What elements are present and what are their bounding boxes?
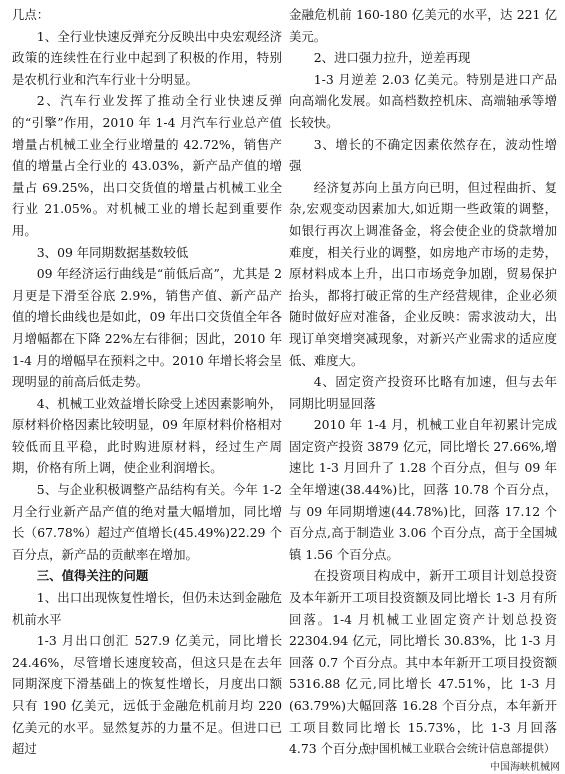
paragraph-investment-body: 2010 年 1-4 月，机械工业自年初累计完成固定资产投资 3879 亿元，同比增长 27.66%,增速比 1-3 月回升了 1.28 个百分点，但与 09 年全年增速(38.44%)比，回落 10.78 个百分点，与 09 年同期增速(44.78%)比，回落 17.12 个百分点,高于制造业 3.06 个百分点，高于全国城镇 1.56 个百分点。 [289,417,558,562]
paragraph-point-4: 4、机械工业效益增长除受上述因素影响外，原材料价格因素比较明显，09 年原材料价格相对较低而且平稳，此时购进原材料，经过生产周期，价格有所上调，使企业利润增长。 [12,395,282,476]
subheading-uncertainty: 3、增长的不确定因素依然存在，波动性增强 [289,136,557,174]
subheading-import: 2、进口强力拉升，逆差再现 [313,50,471,66]
right-column [289,4,557,760]
subheading-export: 1、出口出现恢复性增长，但仍未达到金融危机前水平 [12,590,282,627]
section-heading-issues: 三、值得关注的问题 [36,568,149,584]
paragraph-point-3-heading: 3、09 年同期数据基数较低 [36,244,189,260]
paragraph-export-body: 1-3 月出口创汇 527.9 亿美元，同比增长 24.46%，尽管增长速度较高，但这只是在去年同期深度下滑基础上的恢复性增长，月度出口额只有 190 亿美元，远低于金融危机前月均 220 亿美元的水平。显然复苏的力量不足。但进口已超过 [12,633,282,757]
paragraph-point-5: 5、与企业积极调整产品结构有关。今年 1-2 月全行业新产品产值的绝对量大幅增加，同比增长（67.78%）超过产值增长(45.49%)22.29 个百分点，新产品的贡献率在增加。 [12,482,282,562]
paragraph-point-3-body: 09 年经济运行曲线是“前低后高”，尤其是 2 月更是下滑至谷底 2.9%，销售产值、新产品产值的增长曲线也是如此，09 年出口交货值全年各月增幅都在下降 22%左右徘徊；因此，2010 年 1-4 月的增幅早在预料之中。2010 年增长将会呈现明显的前高后低走势。 [12,266,283,390]
paragraph-point-2: 2、汽车行业发挥了推动全行业快速反弹的“引擎”作用，2010 年 1-4 月汽车行业总产值增量占机械工业全行业增量的 42.72%，销售产值的增量占全行业的 43.03%，新产品产值的增量占 69.25%，出口交货值的增量占机械工业全行业 21.05%。对机械工业的增长起到重要作用。 [12,93,282,238]
paragraph-uncertainty-body: 经济复苏向上虽方向已明，但过程曲折、复杂,宏观变动因素加大,如近期一些政策的调整，如银行再次上调准备金，将会使企业的贷款增加难度，相关行业的调整，如房地产市场的走势，原材料成本上升，出口市场竞争加剧，贸易保护抬头，都将打破正常的生产经营规律，企业必须随时做好应对准备，企业反映：需求波动大，出现订单突增突减现象，对新兴产业需求的适应度低、难度大。 [289,179,557,368]
source-credit: （中国机械工业联合会统计信息部提供） [357,742,555,755]
left-column [12,4,282,760]
paragraph-intro: 几点： [12,7,50,22]
paragraph-import-body: 1-3 月逆差 2.03 亿美元。特别是进口产品向高端化发展。如高档数控机床、高端轴承等增长较快。 [289,71,557,130]
watermark: 中国海峡机械网 [490,762,560,773]
paragraph-project-composition: 在投资项目构成中，新开工项目计划总投资及本年新开工项目投资额及同比增长 1-3 月有所回落。1-4 月机械工业固定资产计划总投资 22304.94 亿元，同比增长 30.83%，比 1-3 月回落 0.7 个百分点。其中本年新开工项目投资额 5316.88 亿元,同比增长 47.51%，比 1-3 月(63.79%)大幅回落 16.28 个百分点，本年新开工项目数同比增长 15.73%，比 1-3 月回落 4.73 个百分点。 [289,568,557,757]
paragraph-point-1: 1、全行业快速反弹充分反映出中央宏观经济政策的连续性在行业中起到了积极的作用，特别是农机行业和汽车行业十分明显。 [12,28,282,87]
paragraph-continuation: 金融危机前 160-180 亿美元的水平，达 221 亿美元。 [289,7,557,44]
subheading-investment: 4、固定资产投资环比略有加速，但与去年同期比明显回落 [289,374,557,411]
